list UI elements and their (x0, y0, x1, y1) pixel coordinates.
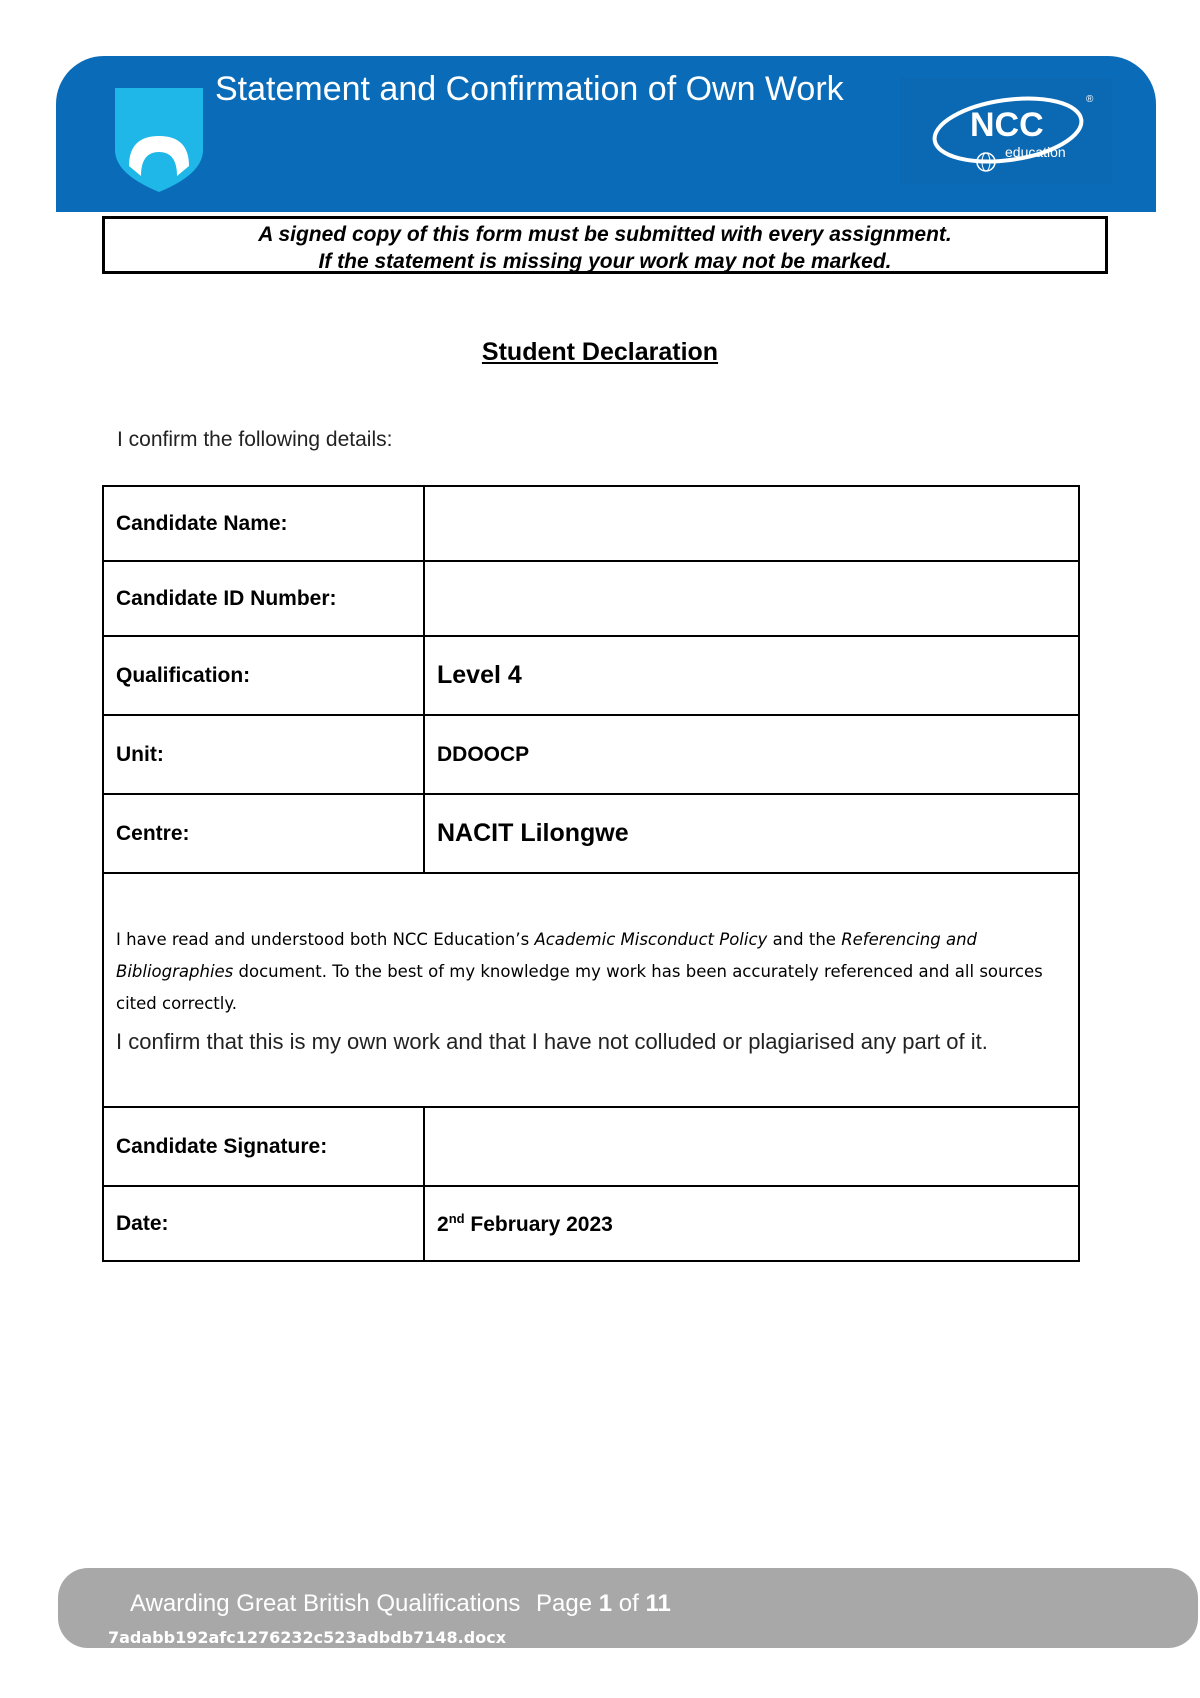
signature-label: Candidate Signature: (103, 1107, 424, 1186)
date-field[interactable] (424, 1186, 1079, 1261)
date-label: Date: (103, 1186, 424, 1261)
statement-text: I have read and understood both NCC Education’s (116, 930, 535, 949)
page-prefix: Page (536, 1590, 599, 1617)
ncc-logo (900, 78, 1112, 184)
shield-logo-icon (115, 88, 203, 192)
table-row (103, 794, 1079, 873)
misconduct-policy-ref: Academic Misconduct Policy (534, 930, 768, 949)
declaration-intro: I confirm the following details: (117, 428, 393, 451)
notice-line-1: A signed copy of this form must be submitted with every assignment. (258, 223, 952, 246)
statement-text: and the (767, 930, 842, 949)
table-row (103, 636, 1079, 715)
referencing-doc-ref: Referencing and Bibliographies (116, 930, 978, 981)
centre-label: Centre: (103, 794, 424, 873)
date-day: 2 (437, 1212, 449, 1236)
page-sep: of (612, 1590, 646, 1617)
candidate-name-label: Candidate Name: (103, 486, 424, 561)
qualification-field[interactable]: Level 4 (424, 636, 1079, 715)
ncc-logo-subtext: education (1005, 144, 1066, 160)
page-total: 11 (645, 1590, 671, 1617)
table-row (103, 873, 1079, 1107)
ncc-logo-mark: ® (1086, 94, 1094, 105)
declaration-statement (116, 924, 1066, 1020)
candidate-id-field[interactable] (424, 561, 1079, 636)
table-row (103, 561, 1079, 636)
table-row (103, 1107, 1079, 1186)
declaration-title: Student Declaration (481, 338, 719, 366)
table-row (103, 486, 1079, 561)
candidate-name-field[interactable] (424, 486, 1079, 561)
signature-field[interactable] (424, 1107, 1079, 1186)
qualification-label: Qualification: (103, 636, 424, 715)
footer-filename: 7adabb192afc1276232c523adbdb7148.docx (108, 1628, 507, 1647)
declaration-statement-cell (103, 873, 1079, 1107)
own-work-confirmation: I confirm that this is my own work and that I have not colluded or plagiarised any part of it. (116, 1029, 988, 1054)
date-month-year: February 2023 (464, 1212, 613, 1236)
candidate-id-label: Candidate ID Number: (103, 561, 424, 636)
page-current: 1 (598, 1590, 613, 1617)
ncc-logo-text: NCC (970, 106, 1044, 144)
date-suffix: nd (448, 1210, 465, 1226)
table-row (103, 715, 1079, 794)
unit-field[interactable]: DDOOCP (424, 715, 1079, 794)
statement-text: document. To the best of my knowledge my work has been accurately referenced and all sources cited correctly. (116, 962, 1043, 1013)
declaration-form (102, 485, 1080, 1262)
unit-label: Unit: (103, 715, 424, 794)
notice-line-2: If the statement is missing your work may not be marked. (318, 250, 892, 273)
globe-icon (977, 153, 995, 171)
submission-notice (102, 216, 1108, 274)
table-row (103, 1186, 1079, 1261)
page-indicator (536, 1590, 671, 1618)
centre-field[interactable]: NACIT Lilongwe (424, 794, 1079, 873)
page-title: Statement and Confirmation of Own Work (215, 70, 844, 108)
footer-tagline: Awarding Great British Qualifications (130, 1590, 521, 1617)
